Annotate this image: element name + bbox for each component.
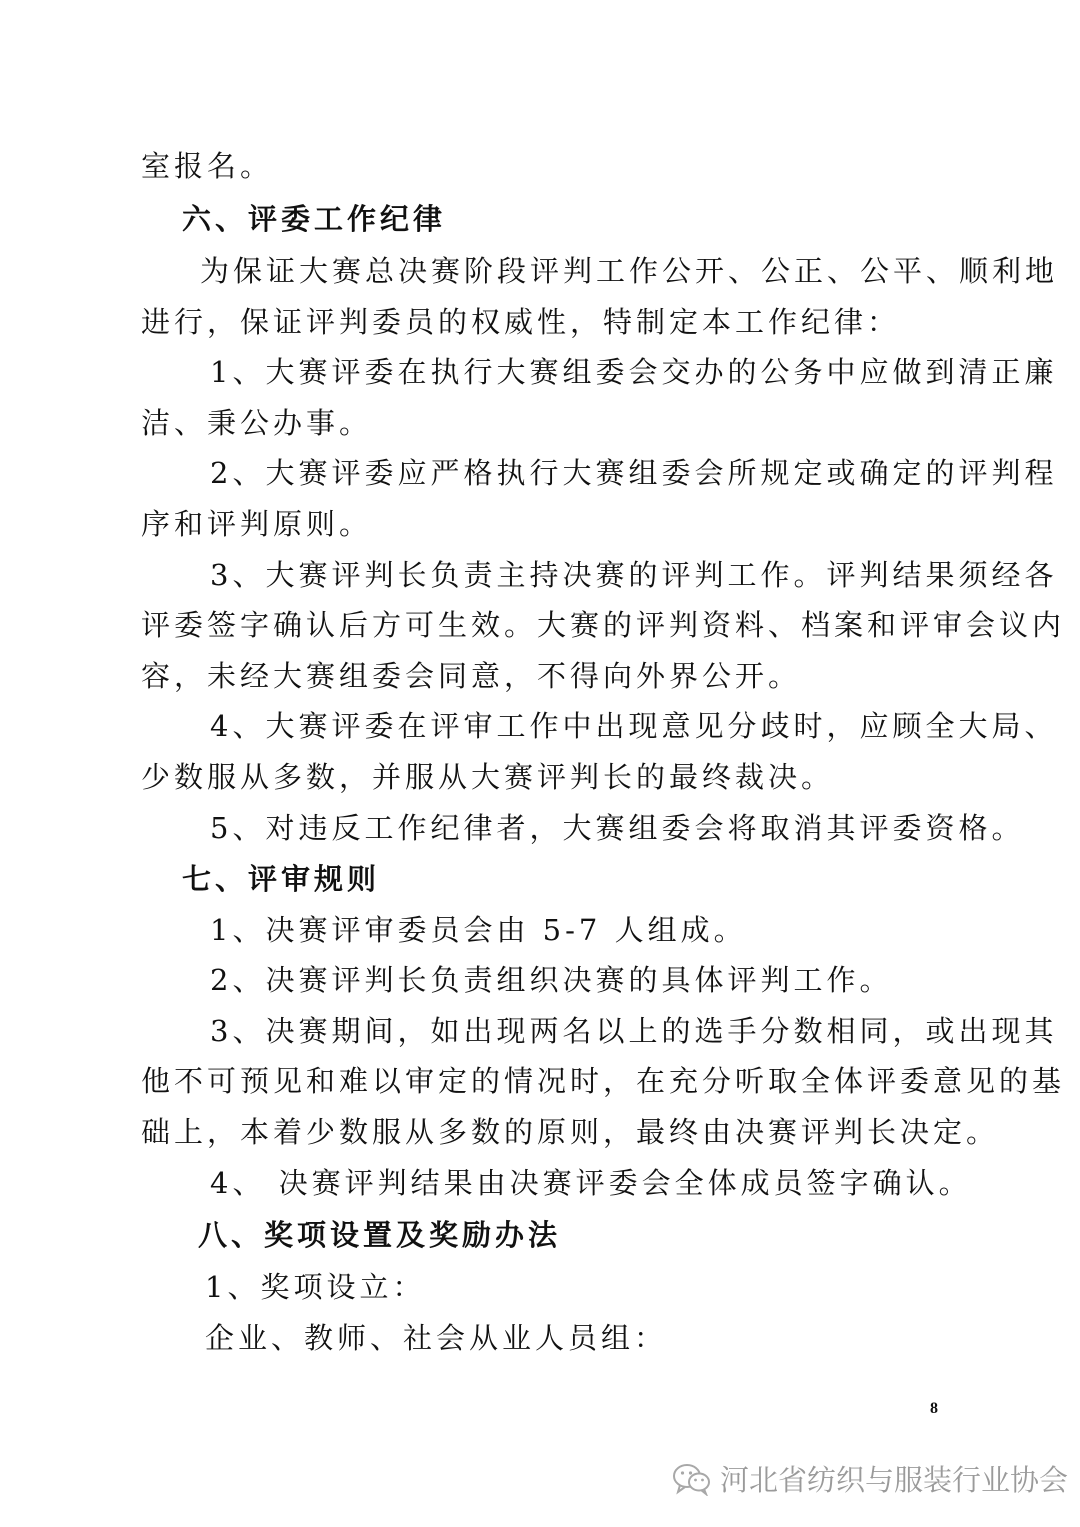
text-line: 1、决赛评审委员会由 5-7 人组成。 (210, 913, 747, 947)
watermark (672, 1458, 1068, 1499)
text-line: 他不可预见和难以审定的情况时，在充分听取全体评委意见的基 (141, 1064, 1066, 1098)
text-line: 企业、教师、社会从业人员组： (205, 1321, 668, 1355)
text-line: 4、 决赛评判结果由决赛评委会全体成员签字确认。 (210, 1166, 972, 1200)
page-number: 8 (930, 1400, 938, 1417)
text-line: 3、大赛评判长负责主持决赛的评判工作。评判结果须经各 (210, 558, 1058, 592)
text-line: 1、大赛评委在执行大赛组委会交办的公务中应做到清正廉 (210, 355, 1058, 389)
section-heading: 六、评委工作纪律 (182, 202, 447, 236)
wechat-icon (672, 1462, 712, 1496)
section-heading: 八、奖项设置及奖励办法 (198, 1218, 562, 1252)
text-line: 2、决赛评判长负责组织决赛的具体评判工作。 (210, 963, 893, 997)
text-line: 4、大赛评委在评审工作中出现意见分歧时，应顾全大局、 (210, 709, 1058, 743)
text-line: 洁、秉公办事。 (141, 406, 373, 440)
text-line: 5、对违反工作纪律者，大赛组委会将取消其评委资格。 (210, 811, 1025, 845)
text-line: 进行，保证评判委员的权威性，特制定本工作纪律： (141, 305, 901, 339)
text-line: 3、决赛期间，如出现两名以上的选手分数相同，或出现其 (210, 1014, 1058, 1048)
section-heading: 七、评审规则 (182, 862, 381, 896)
text-line: 1、奖项设立： (205, 1270, 426, 1304)
text-line: 2、大赛评委应严格执行大赛组委会所规定或确定的评判程 (210, 456, 1058, 490)
text-line: 序和评判原则。 (141, 507, 373, 541)
text-line: 为保证大赛总决赛阶段评判工作公开、公正、公平、顺利地 (200, 254, 1059, 288)
text-line: 容，未经大赛组委会同意，不得向外界公开。 (141, 659, 802, 693)
watermark-text: 河北省纺织与服装行业协会 (720, 1463, 1069, 1497)
text-line: 少数服从多数，并服从大赛评判长的最终裁决。 (141, 760, 835, 794)
text-line: 础上，本着少数服从多数的原则，最终由决赛评判长决定。 (141, 1115, 1000, 1149)
text-line: 室报名。 (141, 149, 274, 183)
text-line: 评委签字确认后方可生效。大赛的评判资料、档案和评审会议内 (141, 608, 1066, 642)
